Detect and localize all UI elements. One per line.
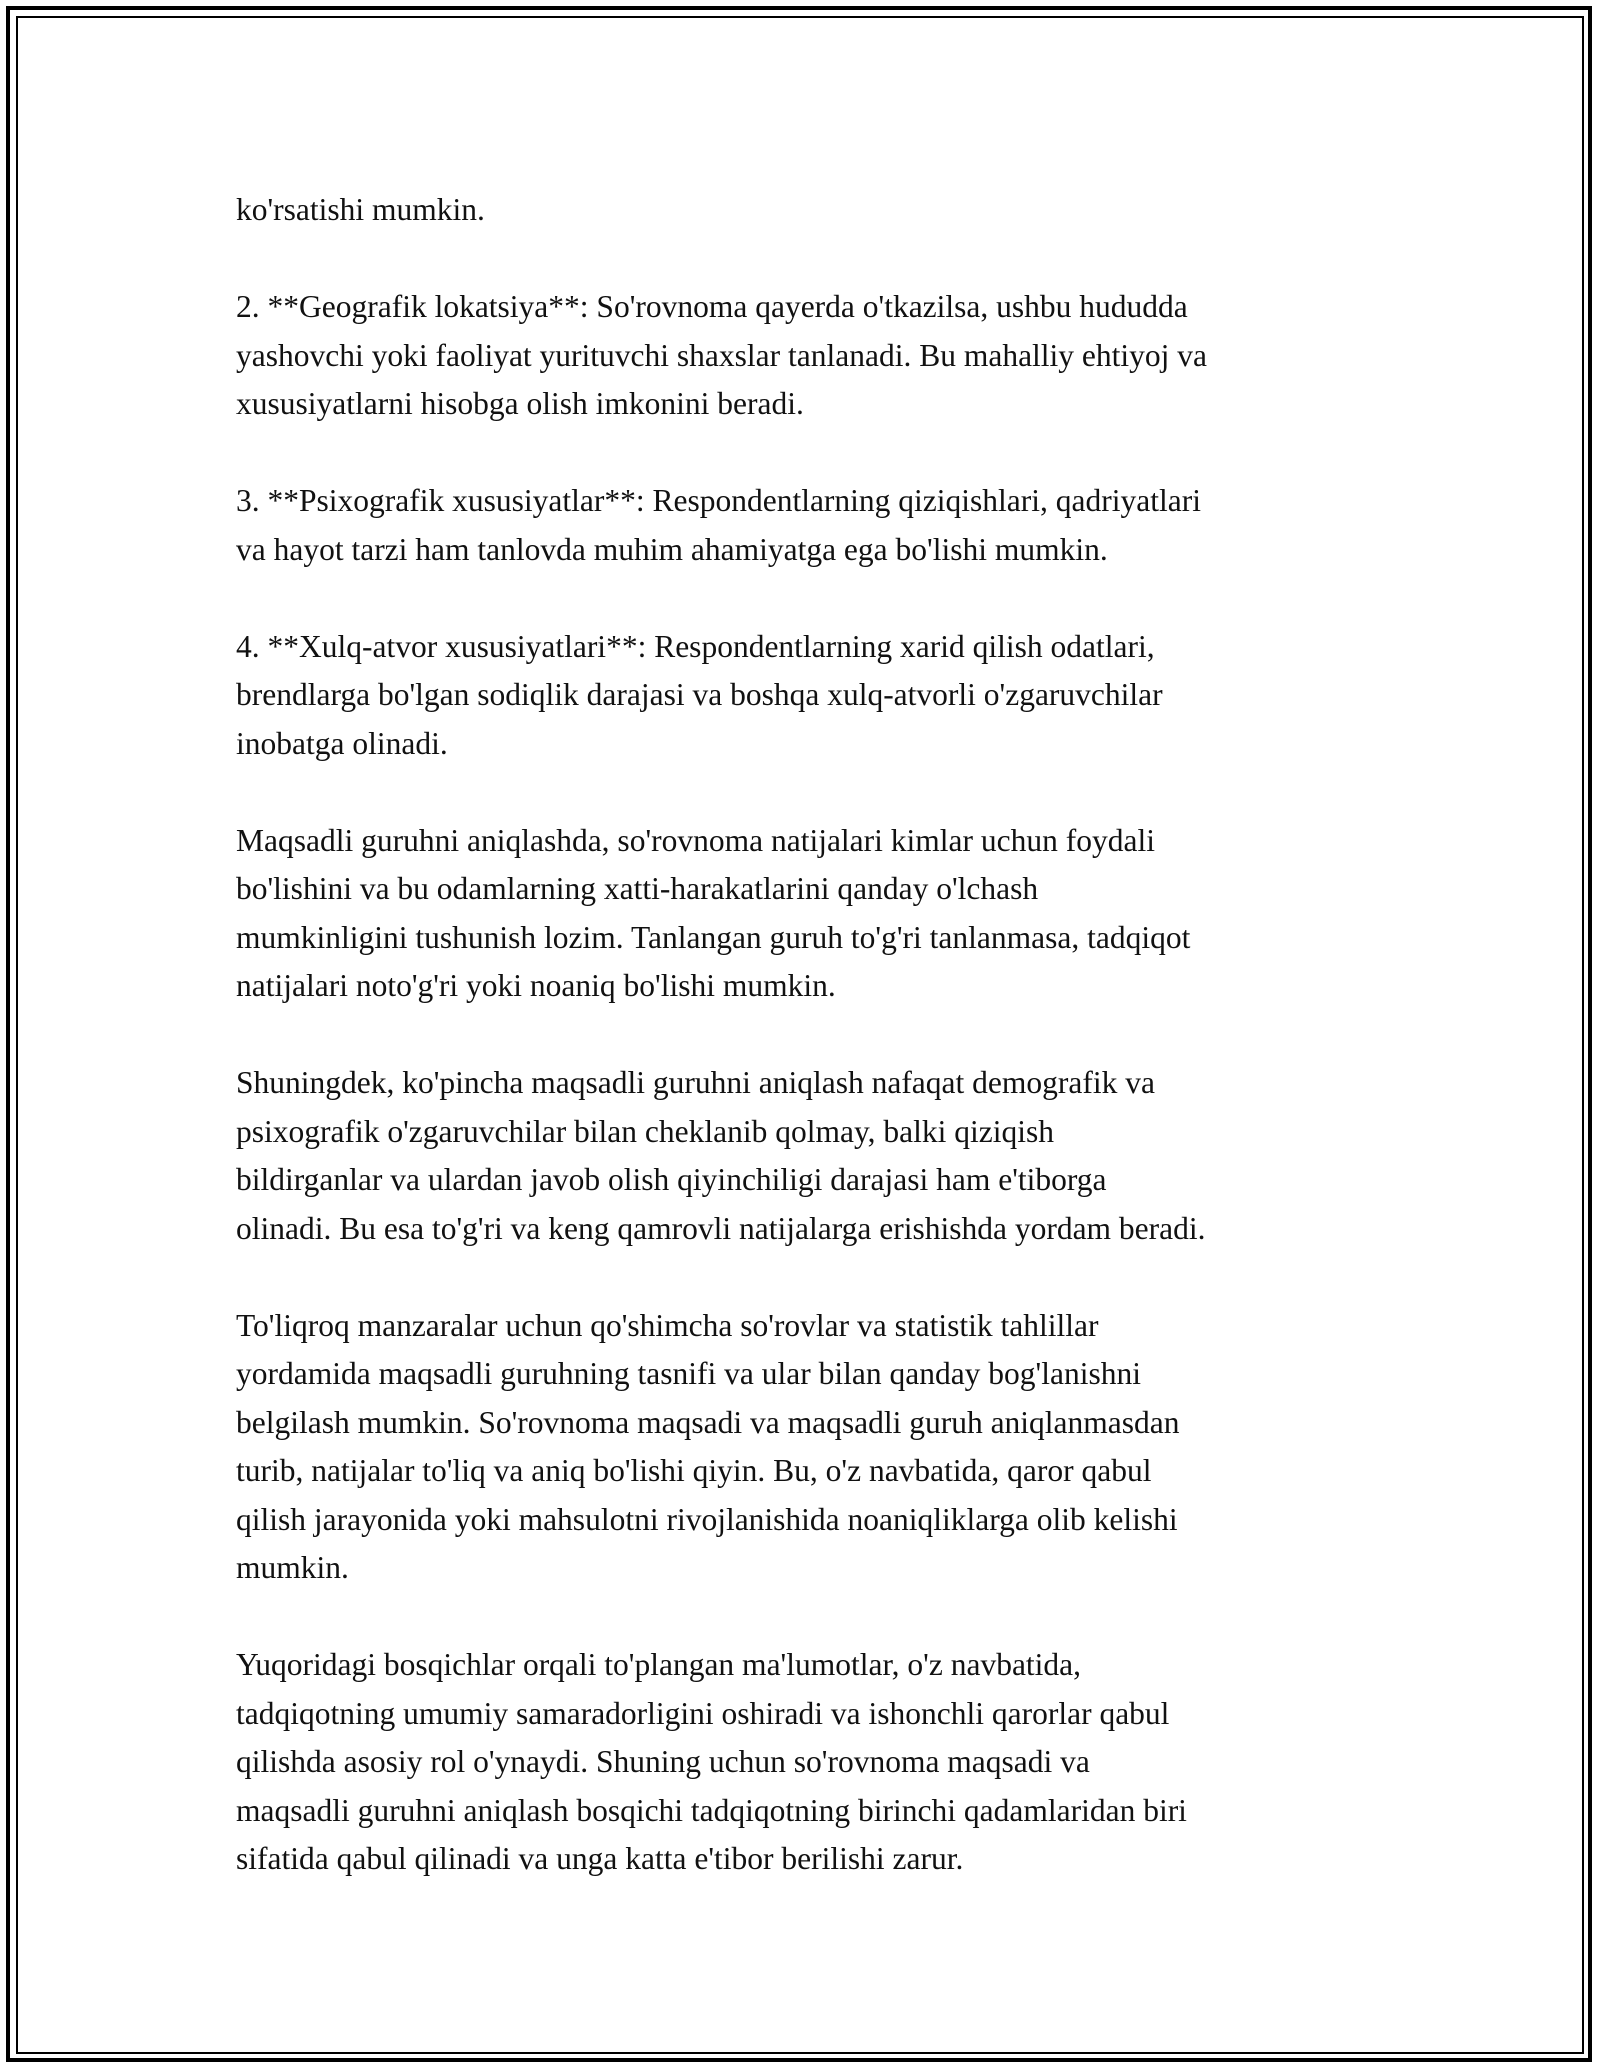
document-body (236, 186, 1376, 1884)
paragraph-shuningdek: Shuningdek, ko'pincha maqsadli guruhni aniqlash nafaqat demografik va psixografik o'zgaruvchilar bilan cheklanib qolmay, balki qiziqish bildirganlar va ulardan javob olish qiyinchiligi darajasi ham e'tiborga olinadi. Bu esa to'g'ri va keng qamrovli natijalarga erishishda yordam beradi. (236, 1065, 1206, 1246)
paragraph-toliqroq-manzaralar: To'liqroq manzaralar uchun qo'shimcha so'rovlar va statistik tahlillar yordamida maqsadli guruhning tasnifi va ular bilan qanday bog'lanishni belgilash mumkin. So'rovnoma maqsadi va maqsadli guruh aniqlanmasdan turib, natijalar to'liq va aniq bo'lishi qiyin. Bu, o'z navbatida, qaror qabul qilish jarayonida yoki mahsulotni rivojlanishida noaniqliklarga olib kelishi mumkin. (236, 1307, 1180, 1585)
paragraph-yuqoridagi-bosqichlar: Yuqoridagi bosqichlar orqali to'plangan ma'lumotlar, o'z navbatida, tadqiqotning umumiy samaradorligini oshiradi va ishonchli qarorlar qabul qilishda asosiy rol o'ynaydi. Shuning uchun so'rovnoma maqsadi va maqsadli guruhni aniqlash bosqichi tadqiqotning birinchi qadamlaridan biri sifatida qabul qilinadi va unga katta e'tibor berilishi zarur. (236, 1647, 1187, 1876)
paragraph-psixografik-xususiyatlar: 3. **Psixografik xususiyatlar**: Respondentlarning qiziqishlari, qadriyatlari va hayot tarzi ham tanlovda muhim ahamiyatga ega bo'lishi mumkin. (236, 483, 1201, 567)
paragraph-continuation: ko'rsatishi mumkin. (236, 192, 485, 227)
paragraph-geografik-lokatsiya: 2. **Geografik lokatsiya**: So'rovnoma qayerda o'tkazilsa, ushbu hududda yashovchi yoki faoliyat yurituvchi shaxslar tanlanadi. Bu mahalliy ehtiyoj va xususiyatlarni hisobga olish imkonini beradi. (236, 289, 1208, 421)
paragraph-maqsadli-guruh: Maqsadli guruhni aniqlashda, so'rovnoma natijalari kimlar uchun foydali bo'lishini va bu odamlarning xatti-harakatlarini qanday o'lchash mumkinligini tushunish lozim. Tanlangan guruh to'g'ri tanlanmasa, tadqiqot natijalari noto'g'ri yoki noaniq bo'lishi mumkin. (236, 822, 1191, 1003)
paragraph-xulq-atvor-xususiyatlari: 4. **Xulq-atvor xususiyatlari**: Respondentlarning xarid qilish odatlari, brendlarga bo'lgan sodiqlik darajasi va boshqa xulq-atvorli o'zgaruvchilar inobatga olinadi. (236, 628, 1163, 761)
